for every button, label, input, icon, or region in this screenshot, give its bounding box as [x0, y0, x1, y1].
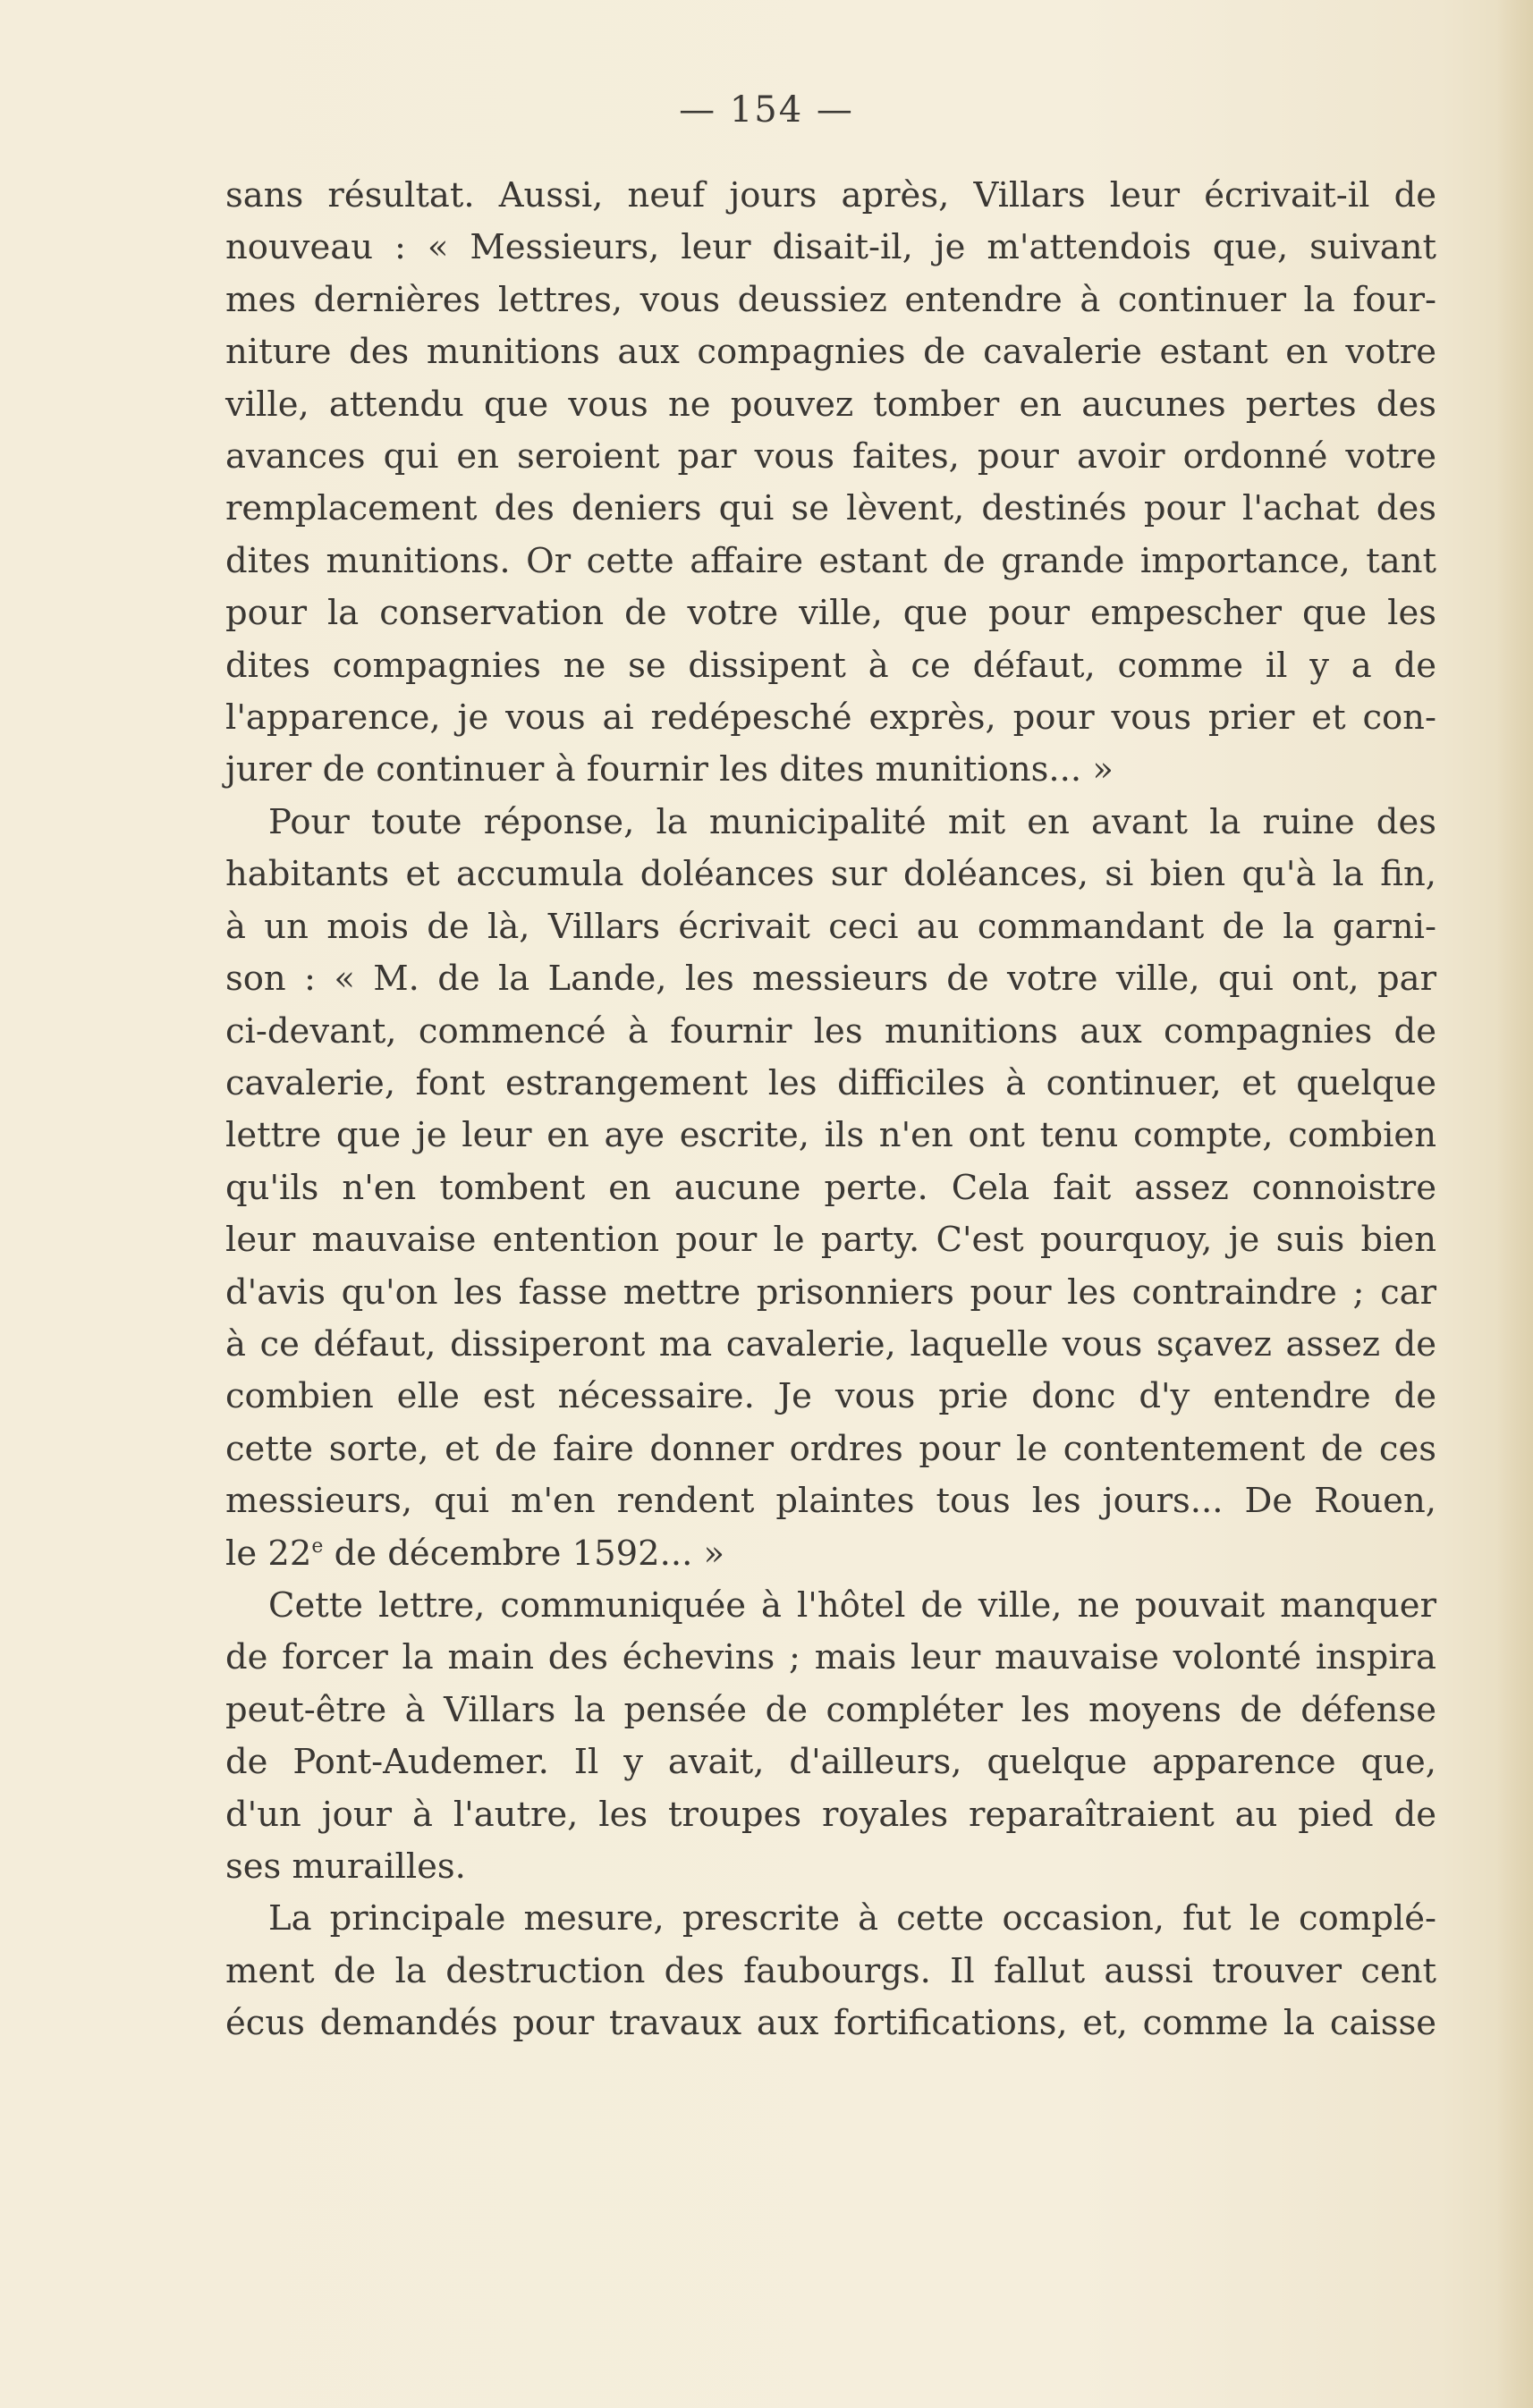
- text-line: d'un jour à l'autre, les troupes royales reparaîtraient au pied de: [225, 1794, 1436, 1835]
- body-text: [225, 170, 1436, 2050]
- text-line: à un mois de là, Villars écrivait ceci au commandant de la garni-: [225, 906, 1436, 947]
- text-line: l'apparence, je vous ai redépesché exprès, pour vous prier et con-: [225, 697, 1436, 739]
- page-edge-shadow: [1497, 0, 1533, 2408]
- text-line: La principale mesure, prescrite à cette occasion, fut le complé-: [268, 1898, 1436, 1939]
- text-line: remplacement des deniers qui se lèvent, destinés pour l'achat des: [225, 488, 1436, 529]
- text-line: sans résultat. Aussi, neuf jours après, Villars leur écrivait-il de: [225, 175, 1436, 215]
- text-fragment: le 22: [225, 1533, 312, 1574]
- text-line: cavalerie, font estrangement les difficiles à continuer, et quelque: [225, 1062, 1436, 1103]
- text-line: mes dernières lettres, vous deussiez entendre à continuer la four-: [225, 279, 1436, 320]
- text-line: ville, attendu que vous ne pouvez tomber en aucunes pertes des: [225, 384, 1436, 425]
- text-line: leur mauvaise entention pour le party. C'est pourquoy, je suis bien: [225, 1220, 1436, 1261]
- text-line: peut-être à Villars la pensée de compléter les moyens de défense: [225, 1689, 1436, 1730]
- text-line: ment de la destruction des faubourgs. Il fallut aussi trouver cent: [225, 1950, 1436, 1991]
- text-line: niture des munitions aux compagnies de cavalerie estant en votre: [225, 332, 1436, 373]
- text-line: ci-devant, commencé à fournir les munitions aux compagnies de: [225, 1010, 1436, 1052]
- text-line: qu'ils n'en tombent en aucune perte. Cela fait assez connoistre: [225, 1167, 1436, 1208]
- text-line: ses murailles.: [225, 1846, 466, 1887]
- text-line: habitants et accumula doléances sur doléances, si bien qu'à la fin,: [225, 854, 1436, 895]
- text-line: Cette lettre, communiquée à l'hôtel de ville, ne pouvait manquer: [268, 1584, 1436, 1626]
- text-line: d'avis qu'on les fasse mettre prisonniers pour les contraindre ; car: [225, 1272, 1436, 1313]
- text-line: pour la conservation de votre ville, que pour empescher que les: [225, 593, 1436, 634]
- text-line: combien elle est nécessaire. Je vous prie donc d'y entendre de: [225, 1376, 1436, 1417]
- page-number: — 154 —: [679, 89, 854, 131]
- text-line: à ce défaut, dissiperont ma cavalerie, laquelle vous sçavez assez de: [225, 1323, 1436, 1365]
- text-line: [225, 1528, 1436, 1580]
- text-line: cette sorte, et de faire donner ordres pour le contentement de ces: [225, 1428, 1436, 1469]
- text-line: écus demandés pour travaux aux fortifications, et, comme la caisse: [225, 2003, 1436, 2044]
- text-line: messieurs, qui m'en rendent plaintes tous les jours... De Rouen,: [225, 1481, 1436, 1522]
- text-line: jurer de continuer à fournir les dites munitions... »: [225, 749, 1114, 790]
- text-line: lettre que je leur en aye escrite, ils n'en ont tenu compte, combien: [225, 1115, 1436, 1156]
- text-line: nouveau : « Messieurs, leur disait-il, je m'attendois que, suivant: [225, 227, 1436, 268]
- text-line: dites munitions. Or cette affaire estant de grande importance, tant: [225, 540, 1436, 581]
- superscript: e: [311, 1534, 324, 1558]
- text-fragment: de décembre 1592... »: [323, 1533, 725, 1574]
- text-line: Pour toute réponse, la municipalité mit en avant la ruine des: [268, 801, 1436, 842]
- text-line: dites compagnies ne se dissipent à ce défaut, comme il y a de: [225, 645, 1436, 686]
- text-line: de Pont-Audemer. Il y avait, d'ailleurs, quelque apparence que,: [225, 1742, 1436, 1783]
- text-line: avances qui en seroient par vous faites, pour avoir ordonné votre: [225, 436, 1436, 477]
- text-line: son : « M. de la Lande, les messieurs de votre ville, qui ont, par: [225, 959, 1436, 1000]
- text-line: de forcer la main des échevins ; mais leur mauvaise volonté inspira: [225, 1637, 1436, 1678]
